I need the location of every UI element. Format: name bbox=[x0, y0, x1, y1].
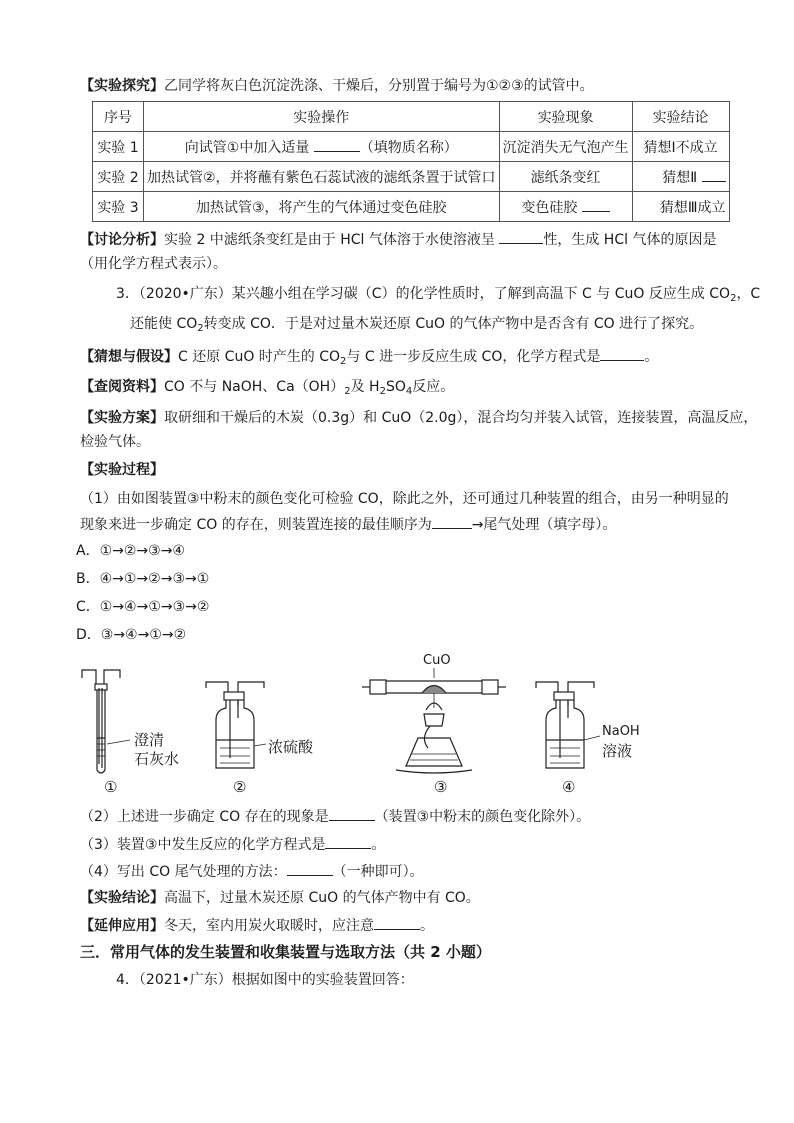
question-3-line2: 还能使 $CO_2$转变成 CO．于是对过量木炭还原 CuO 的气体产物中是否含有 CO 进行了探究。 bbox=[130, 316, 704, 334]
row-conclusion: 猜想Ⅱ bbox=[632, 162, 729, 192]
answer-blank[interactable] bbox=[287, 861, 333, 876]
discussion-paragraph: 【讨论分析】实验 2 中滤纸条变红是由于 HCl 气体溶于水使溶液呈 性，生成 HCl 气体的原因是 bbox=[80, 229, 716, 250]
label-lime-water-1: 澄清 bbox=[134, 731, 165, 749]
option-d[interactable]: D．③→④→①→② bbox=[76, 627, 187, 643]
subquestion-1-line1: （1）由如图装置③中粉末的颜色变化可检验 CO，除此之外，还可通过几种装置的组合，由另一种明显的 bbox=[80, 491, 729, 507]
conclusion-paragraph: 【实验结论】高温下，过量木炭还原 CuO 的气体产物中有 CO。 bbox=[80, 890, 480, 906]
discussion-line2: （用化学方程式表示）。 bbox=[80, 256, 227, 272]
hypothesis-paragraph: 【猜想与假设】C 还原 CuO 时产生的 $CO_2$与 C 进一步反应生成 CO，化学方程式是 。 bbox=[80, 346, 658, 367]
label-sulfuric-acid: 浓硫酸 bbox=[268, 738, 314, 756]
subquestion-3: （3）装置③中发生反应的化学方程式是 。 bbox=[80, 834, 385, 855]
table-row bbox=[93, 192, 730, 222]
answer-blank[interactable] bbox=[329, 806, 375, 821]
section-3-heading: 三．常用气体的发生装置和收集装置与选取方法（共 2 小题） bbox=[80, 943, 491, 961]
device-4-wash-bottle bbox=[536, 682, 600, 768]
table-row bbox=[93, 132, 730, 162]
subquestion-2: （2）上述进一步确定 CO 存在的现象是 （装置③中粉末的颜色变化除外）。 bbox=[80, 806, 590, 827]
extension-paragraph: 【延伸应用】冬天，室内用炭火取暖时，应注意 。 bbox=[80, 915, 434, 936]
question-3-line1: 3．（2020•广东）某兴趣小组在学习碳（C）的化学性质时，了解到高温下 C 与 CuO 反应生成 $CO_2$，C bbox=[116, 286, 761, 304]
header-cell: 实验现象 bbox=[499, 102, 632, 132]
answer-blank[interactable] bbox=[499, 229, 543, 244]
device-number-3: ③ bbox=[434, 778, 448, 796]
answer-blank[interactable] bbox=[600, 346, 644, 361]
header-cell: 实验结论 bbox=[632, 102, 729, 132]
row-id: 实验 1 bbox=[93, 132, 144, 162]
device-number-4: ④ bbox=[562, 778, 576, 796]
row-operation: 向试管①中加入适量 （填物质名称） bbox=[144, 132, 500, 162]
apparatus-figure bbox=[0, 648, 794, 798]
row-operation: 加热试管③，将产生的气体通过变色硅胶 bbox=[144, 192, 500, 222]
subquestion-1-line2: 现象来进一步确定 CO 的存在，则装置连接的最佳顺序为 →尾气处理（填字母）。 bbox=[80, 514, 616, 535]
answer-blank[interactable] bbox=[702, 167, 726, 182]
row-conclusion: 猜想Ⅰ不成立 bbox=[632, 132, 729, 162]
explore-paragraph: 【实验探究】乙同学将灰白色沉淀洗涤、干燥后，分别置于编号为①②③的试管中。 bbox=[80, 78, 594, 94]
subquestion-4: （4）写出 CO 尾气处理的方法： （一种即可）。 bbox=[80, 861, 424, 882]
row-operation: 加热试管②，并将蘸有紫色石蕊试液的滤纸条置于试管口 bbox=[144, 162, 500, 192]
header-cell: 序号 bbox=[93, 102, 144, 132]
device-number-2: ② bbox=[233, 778, 247, 796]
option-a[interactable]: A．①→②→③→④ bbox=[76, 543, 185, 559]
device-3-combustion-tube bbox=[362, 668, 506, 773]
row-conclusion: 猜想Ⅲ成立 bbox=[632, 192, 729, 222]
option-b[interactable]: B．④→①→②→③→① bbox=[76, 571, 210, 587]
row-id: 实验 2 bbox=[93, 162, 144, 192]
answer-blank[interactable] bbox=[432, 514, 472, 529]
plan-line2: 检验气体。 bbox=[80, 434, 150, 450]
row-id: 实验 3 bbox=[93, 192, 144, 222]
answer-blank[interactable] bbox=[314, 137, 360, 152]
device-2-wash-bottle bbox=[206, 682, 266, 768]
reference-paragraph: 【查阅资料】CO 不与 NaOH、$Ca(OH)_2$及 $H_2SO_4$反应。 bbox=[80, 379, 455, 397]
label-cuo: CuO bbox=[423, 653, 451, 668]
table-header-row bbox=[93, 102, 730, 132]
table-row bbox=[93, 162, 730, 192]
process-heading: 【实验过程】 bbox=[80, 462, 164, 478]
experiment-table bbox=[92, 101, 730, 222]
answer-blank[interactable] bbox=[325, 834, 371, 849]
option-c[interactable]: C．①→④→①→③→② bbox=[76, 599, 210, 615]
device-number-1: ① bbox=[104, 778, 118, 796]
answer-blank[interactable] bbox=[582, 197, 610, 212]
row-phenomenon: 沉淀消失无气泡产生 bbox=[499, 132, 632, 162]
label-naoh-2: 溶液 bbox=[602, 742, 633, 760]
header-cell: 实验操作 bbox=[144, 102, 500, 132]
device-1-test-tube bbox=[82, 670, 130, 773]
row-phenomenon: 滤纸条变红 bbox=[499, 162, 632, 192]
question-4: 4．（2021•广东）根据如图中的实验装置回答： bbox=[116, 972, 414, 988]
plan-paragraph: 【实验方案】取研细和干燥后的木炭（0.3g）和 CuO（2.0g），混合均匀并装入试管，连接装置，高温反应， bbox=[80, 410, 758, 426]
row-phenomenon: 变色硅胶 bbox=[499, 192, 632, 222]
label-lime-water-2: 石灰水 bbox=[134, 750, 180, 768]
answer-blank[interactable] bbox=[374, 915, 420, 930]
label-naoh-1: NaOH bbox=[602, 724, 640, 739]
